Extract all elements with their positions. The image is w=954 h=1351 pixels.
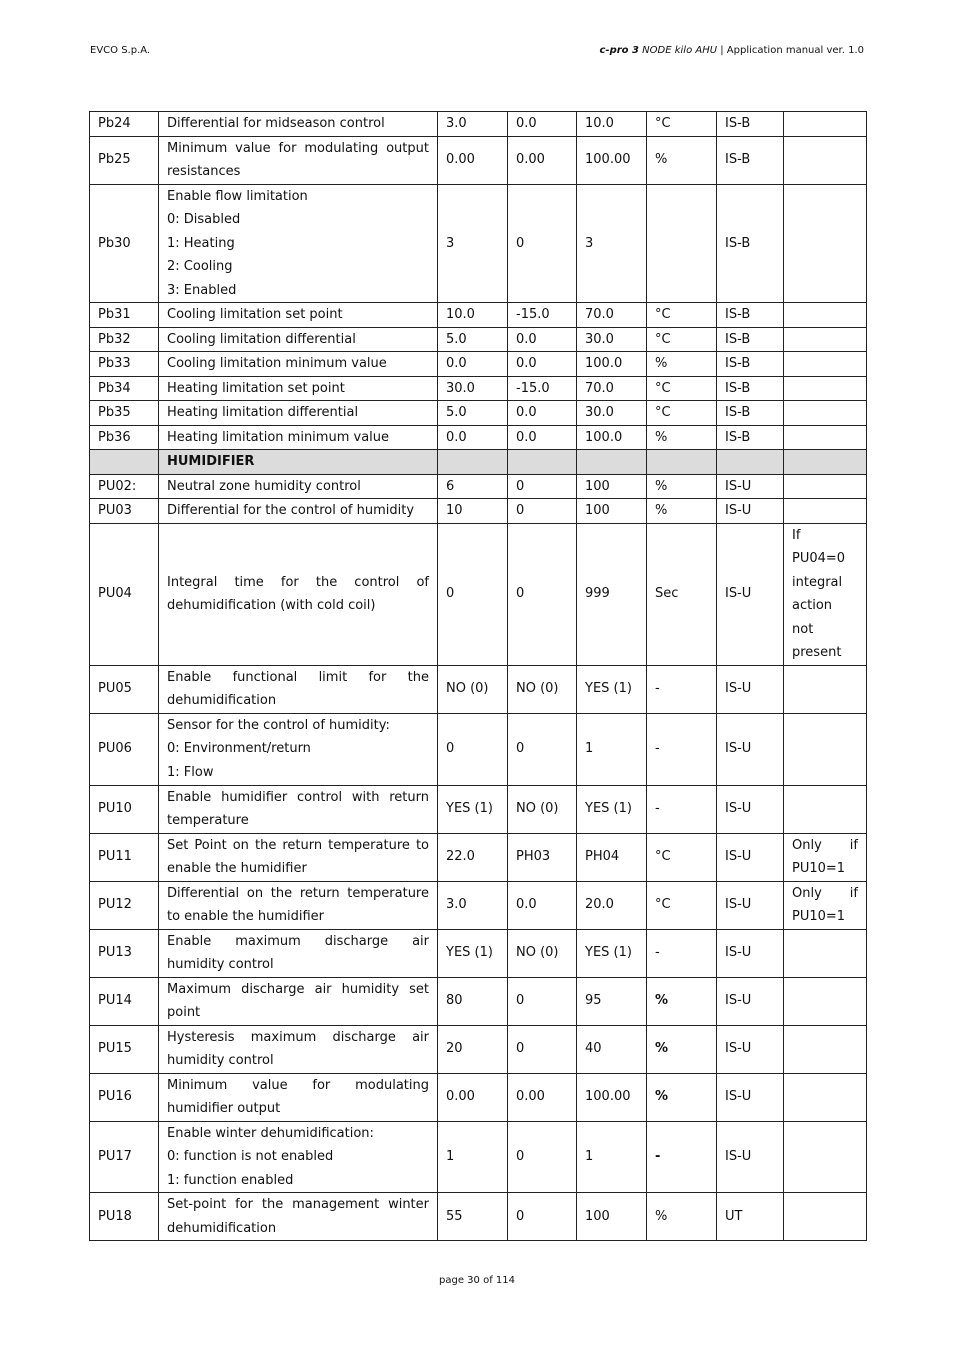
param-unit: °C [647, 327, 717, 352]
description-line: 0: Environment/return [167, 741, 311, 757]
param-note [784, 1073, 867, 1121]
param-max: 30.0 [577, 401, 647, 426]
param-code: PU18 [90, 1193, 159, 1241]
note-line: not [792, 621, 814, 637]
param-max: 40 [577, 1025, 647, 1073]
section-empty-cell [717, 450, 784, 475]
param-note [784, 376, 867, 401]
param-level: IS-B [717, 352, 784, 377]
table-row [90, 303, 867, 328]
param-level: IS-U [717, 1025, 784, 1073]
param-min: 0 [508, 474, 577, 499]
param-level: IS-B [717, 401, 784, 426]
param-code: PU11 [90, 833, 159, 881]
table-row [90, 1025, 867, 1073]
param-note [784, 1121, 867, 1193]
param-default: 0.0 [438, 352, 508, 377]
param-level: IS-U [717, 1073, 784, 1121]
header-product-italic: NODE kilo AHU [642, 45, 718, 56]
param-code: Pb25 [90, 136, 159, 184]
param-unit: % [647, 1193, 717, 1241]
param-default: 1 [438, 1121, 508, 1193]
param-description: Minimum value for modulating humidifier output [159, 1073, 438, 1121]
param-code: PU10 [90, 785, 159, 833]
param-max: 1 [577, 1121, 647, 1193]
param-default: YES (1) [438, 785, 508, 833]
param-max: 100 [577, 474, 647, 499]
param-note [784, 184, 867, 303]
param-description: Integral time for the control of dehumidification (with cold coil) [159, 523, 438, 665]
note-line: integral [792, 574, 843, 590]
param-unit: - [647, 665, 717, 713]
param-default: 5.0 [438, 401, 508, 426]
param-description: Maximum discharge air humidity set point [159, 977, 438, 1025]
table-row [90, 499, 867, 524]
param-min: 0.00 [508, 1073, 577, 1121]
param-note [784, 665, 867, 713]
param-code: PU13 [90, 929, 159, 977]
param-level: IS-U [717, 881, 784, 929]
param-default: 30.0 [438, 376, 508, 401]
param-description: Hysteresis maximum discharge air humidity control [159, 1025, 438, 1073]
param-description [159, 713, 438, 785]
param-unit: °C [647, 833, 717, 881]
param-note [784, 1025, 867, 1073]
param-note [784, 112, 867, 137]
table-row [90, 665, 867, 713]
param-code: Pb31 [90, 303, 159, 328]
param-level: IS-B [717, 136, 784, 184]
page-number: page 30 of 114 [439, 1275, 515, 1286]
param-unit: °C [647, 303, 717, 328]
param-unit: % [647, 352, 717, 377]
description-line: Enable winter dehumidification: [167, 1125, 374, 1141]
param-code: Pb30 [90, 184, 159, 303]
param-description: Heating limitation differential [159, 401, 438, 426]
param-max: 100.00 [577, 136, 647, 184]
param-unit: - [647, 713, 717, 785]
param-description: Differential for midseason control [159, 112, 438, 137]
param-note [784, 713, 867, 785]
param-note [784, 327, 867, 352]
table-row [90, 523, 867, 665]
table-row [90, 713, 867, 785]
table-row [90, 327, 867, 352]
header-manual-title [600, 45, 865, 56]
param-unit: °C [647, 376, 717, 401]
section-empty-cell [784, 450, 867, 475]
param-default: 0.00 [438, 1073, 508, 1121]
section-code-cell [90, 450, 159, 475]
param-code: PU02: [90, 474, 159, 499]
param-min: 0.0 [508, 881, 577, 929]
table-row [90, 785, 867, 833]
param-max: 100 [577, 499, 647, 524]
section-row [90, 450, 867, 475]
param-code: PU05 [90, 665, 159, 713]
param-max: 70.0 [577, 376, 647, 401]
section-title: HUMIDIFIER [159, 450, 438, 475]
param-description: Set Point on the return temperature to enable the humidifier [159, 833, 438, 881]
description-line: Enable flow limitation [167, 188, 308, 204]
header-manual: | Application manual ver. 1.0 [720, 45, 864, 56]
table-row [90, 1193, 867, 1241]
param-max: 100 [577, 1193, 647, 1241]
param-min: NO (0) [508, 929, 577, 977]
param-description: Neutral zone humidity control [159, 474, 438, 499]
param-default: 10 [438, 499, 508, 524]
param-max: 95 [577, 977, 647, 1025]
param-code: PU04 [90, 523, 159, 665]
param-level: IS-U [717, 785, 784, 833]
param-note: Only if PU10=1 [784, 881, 867, 929]
param-description: Minimum value for modulating output resistances [159, 136, 438, 184]
note-line: present [792, 645, 842, 660]
param-description: Enable functional limit for the dehumidification [159, 665, 438, 713]
param-min: -15.0 [508, 303, 577, 328]
table-row [90, 1121, 867, 1193]
description-line: 0: Disabled [167, 212, 241, 227]
param-max: YES (1) [577, 665, 647, 713]
param-unit: % [647, 1073, 717, 1121]
param-min: 0.0 [508, 352, 577, 377]
param-level: IS-U [717, 1121, 784, 1193]
table-row [90, 833, 867, 881]
table-row [90, 401, 867, 426]
param-level: IS-U [717, 833, 784, 881]
param-code: PU12 [90, 881, 159, 929]
param-max: 70.0 [577, 303, 647, 328]
param-note [784, 303, 867, 328]
param-level: IS-U [717, 713, 784, 785]
param-level: IS-U [717, 665, 784, 713]
param-min: 0.0 [508, 425, 577, 450]
param-code: PU03 [90, 499, 159, 524]
param-note: Only if PU10=1 [784, 833, 867, 881]
param-note [784, 425, 867, 450]
param-note [784, 499, 867, 524]
section-empty-cell [577, 450, 647, 475]
param-max: 20.0 [577, 881, 647, 929]
param-description: Cooling limitation set point [159, 303, 438, 328]
param-unit: - [647, 1121, 717, 1193]
param-default: YES (1) [438, 929, 508, 977]
param-code: PU14 [90, 977, 159, 1025]
param-description: Set-point for the management winter dehumidification [159, 1193, 438, 1241]
param-code: PU16 [90, 1073, 159, 1121]
param-default: 22.0 [438, 833, 508, 881]
param-min: 0 [508, 523, 577, 665]
param-max: 100.00 [577, 1073, 647, 1121]
table-row [90, 881, 867, 929]
param-code: Pb35 [90, 401, 159, 426]
param-default: NO (0) [438, 665, 508, 713]
parameter-table-body [90, 112, 867, 1241]
param-min: 0 [508, 1193, 577, 1241]
param-description [159, 1121, 438, 1193]
param-max: 999 [577, 523, 647, 665]
table-row [90, 184, 867, 303]
param-max: PH04 [577, 833, 647, 881]
table-row [90, 929, 867, 977]
param-max: YES (1) [577, 785, 647, 833]
param-level: IS-U [717, 929, 784, 977]
param-default: 3.0 [438, 881, 508, 929]
description-line: 0: function is not enabled [167, 1149, 334, 1164]
param-description: Heating limitation set point [159, 376, 438, 401]
parameter-table [89, 111, 867, 1241]
param-unit: % [647, 425, 717, 450]
param-min: 0 [508, 1121, 577, 1193]
description-line: 1: function enabled [167, 1172, 294, 1188]
table-row [90, 474, 867, 499]
table-row [90, 425, 867, 450]
param-unit: Sec [647, 523, 717, 665]
table-row [90, 136, 867, 184]
param-note [784, 401, 867, 426]
param-unit: - [647, 785, 717, 833]
param-default: 5.0 [438, 327, 508, 352]
param-min: 0 [508, 1025, 577, 1073]
param-description [159, 184, 438, 303]
param-max: 3 [577, 184, 647, 303]
param-note [784, 136, 867, 184]
param-min: 0.0 [508, 327, 577, 352]
note-line: PU04=0 [792, 551, 846, 566]
param-default: 0 [438, 523, 508, 665]
param-min: 0 [508, 977, 577, 1025]
param-level: IS-U [717, 977, 784, 1025]
param-min: NO (0) [508, 785, 577, 833]
description-line: 2: Cooling [167, 259, 233, 274]
param-unit: °C [647, 881, 717, 929]
param-default: 55 [438, 1193, 508, 1241]
param-level: IS-B [717, 112, 784, 137]
param-level: IS-B [717, 303, 784, 328]
param-min: 0.0 [508, 401, 577, 426]
param-level: IS-U [717, 499, 784, 524]
param-code: PU15 [90, 1025, 159, 1073]
param-max: 100.0 [577, 352, 647, 377]
param-level: IS-U [717, 523, 784, 665]
param-default: 0.00 [438, 136, 508, 184]
param-min: PH03 [508, 833, 577, 881]
param-unit: % [647, 1025, 717, 1073]
header-product-bold: c-pro 3 [599, 45, 639, 56]
param-default: 10.0 [438, 303, 508, 328]
note-line: If [792, 527, 801, 543]
param-level: IS-B [717, 184, 784, 303]
param-min: -15.0 [508, 376, 577, 401]
param-level: UT [717, 1193, 784, 1241]
param-note [784, 977, 867, 1025]
param-default: 20 [438, 1025, 508, 1073]
param-default: 3 [438, 184, 508, 303]
param-min: 0 [508, 184, 577, 303]
param-code: Pb24 [90, 112, 159, 137]
param-default: 0 [438, 713, 508, 785]
param-note [784, 785, 867, 833]
description-line: 3: Enabled [167, 282, 237, 298]
param-code: Pb33 [90, 352, 159, 377]
table-row [90, 352, 867, 377]
param-min: 0 [508, 499, 577, 524]
description-line: Sensor for the control of humidity: [167, 717, 390, 733]
param-note [784, 929, 867, 977]
param-description: Enable humidifier control with return temperature [159, 785, 438, 833]
param-note [784, 352, 867, 377]
param-description: Differential for the control of humidity [159, 499, 438, 524]
note-line: action [792, 598, 833, 613]
table-row [90, 1073, 867, 1121]
param-unit: % [647, 136, 717, 184]
param-unit [647, 184, 717, 303]
param-max: YES (1) [577, 929, 647, 977]
param-level: IS-B [717, 327, 784, 352]
param-level: IS-B [717, 425, 784, 450]
param-default: 80 [438, 977, 508, 1025]
param-description: Cooling limitation differential [159, 327, 438, 352]
param-max: 1 [577, 713, 647, 785]
param-unit: °C [647, 401, 717, 426]
param-unit: °C [647, 112, 717, 137]
param-note [784, 523, 867, 665]
header-company: EVCO S.p.A. [90, 45, 151, 56]
param-unit: % [647, 499, 717, 524]
param-code: PU06 [90, 713, 159, 785]
param-level: IS-B [717, 376, 784, 401]
table-row [90, 977, 867, 1025]
param-min: 0.00 [508, 136, 577, 184]
section-empty-cell [508, 450, 577, 475]
param-description: Cooling limitation minimum value [159, 352, 438, 377]
param-code: Pb34 [90, 376, 159, 401]
param-note [784, 474, 867, 499]
param-default: 0.0 [438, 425, 508, 450]
param-code: PU17 [90, 1121, 159, 1193]
param-note [784, 1193, 867, 1241]
param-default: 3.0 [438, 112, 508, 137]
param-min: 0 [508, 713, 577, 785]
param-min: NO (0) [508, 665, 577, 713]
param-max: 100.0 [577, 425, 647, 450]
description-line: 1: Flow [167, 764, 214, 780]
section-empty-cell [438, 450, 508, 475]
param-level: IS-U [717, 474, 784, 499]
param-code: Pb32 [90, 327, 159, 352]
param-code: Pb36 [90, 425, 159, 450]
param-description: Heating limitation minimum value [159, 425, 438, 450]
param-max: 30.0 [577, 327, 647, 352]
param-description: Differential on the return temperature to enable the humidifier [159, 881, 438, 929]
param-unit: % [647, 977, 717, 1025]
param-unit: - [647, 929, 717, 977]
param-default: 6 [438, 474, 508, 499]
param-description: Enable maximum discharge air humidity control [159, 929, 438, 977]
param-min: 0.0 [508, 112, 577, 137]
table-row [90, 112, 867, 137]
table-row [90, 376, 867, 401]
section-empty-cell [647, 450, 717, 475]
description-line: 1: Heating [167, 235, 235, 251]
param-unit: % [647, 474, 717, 499]
param-max: 10.0 [577, 112, 647, 137]
